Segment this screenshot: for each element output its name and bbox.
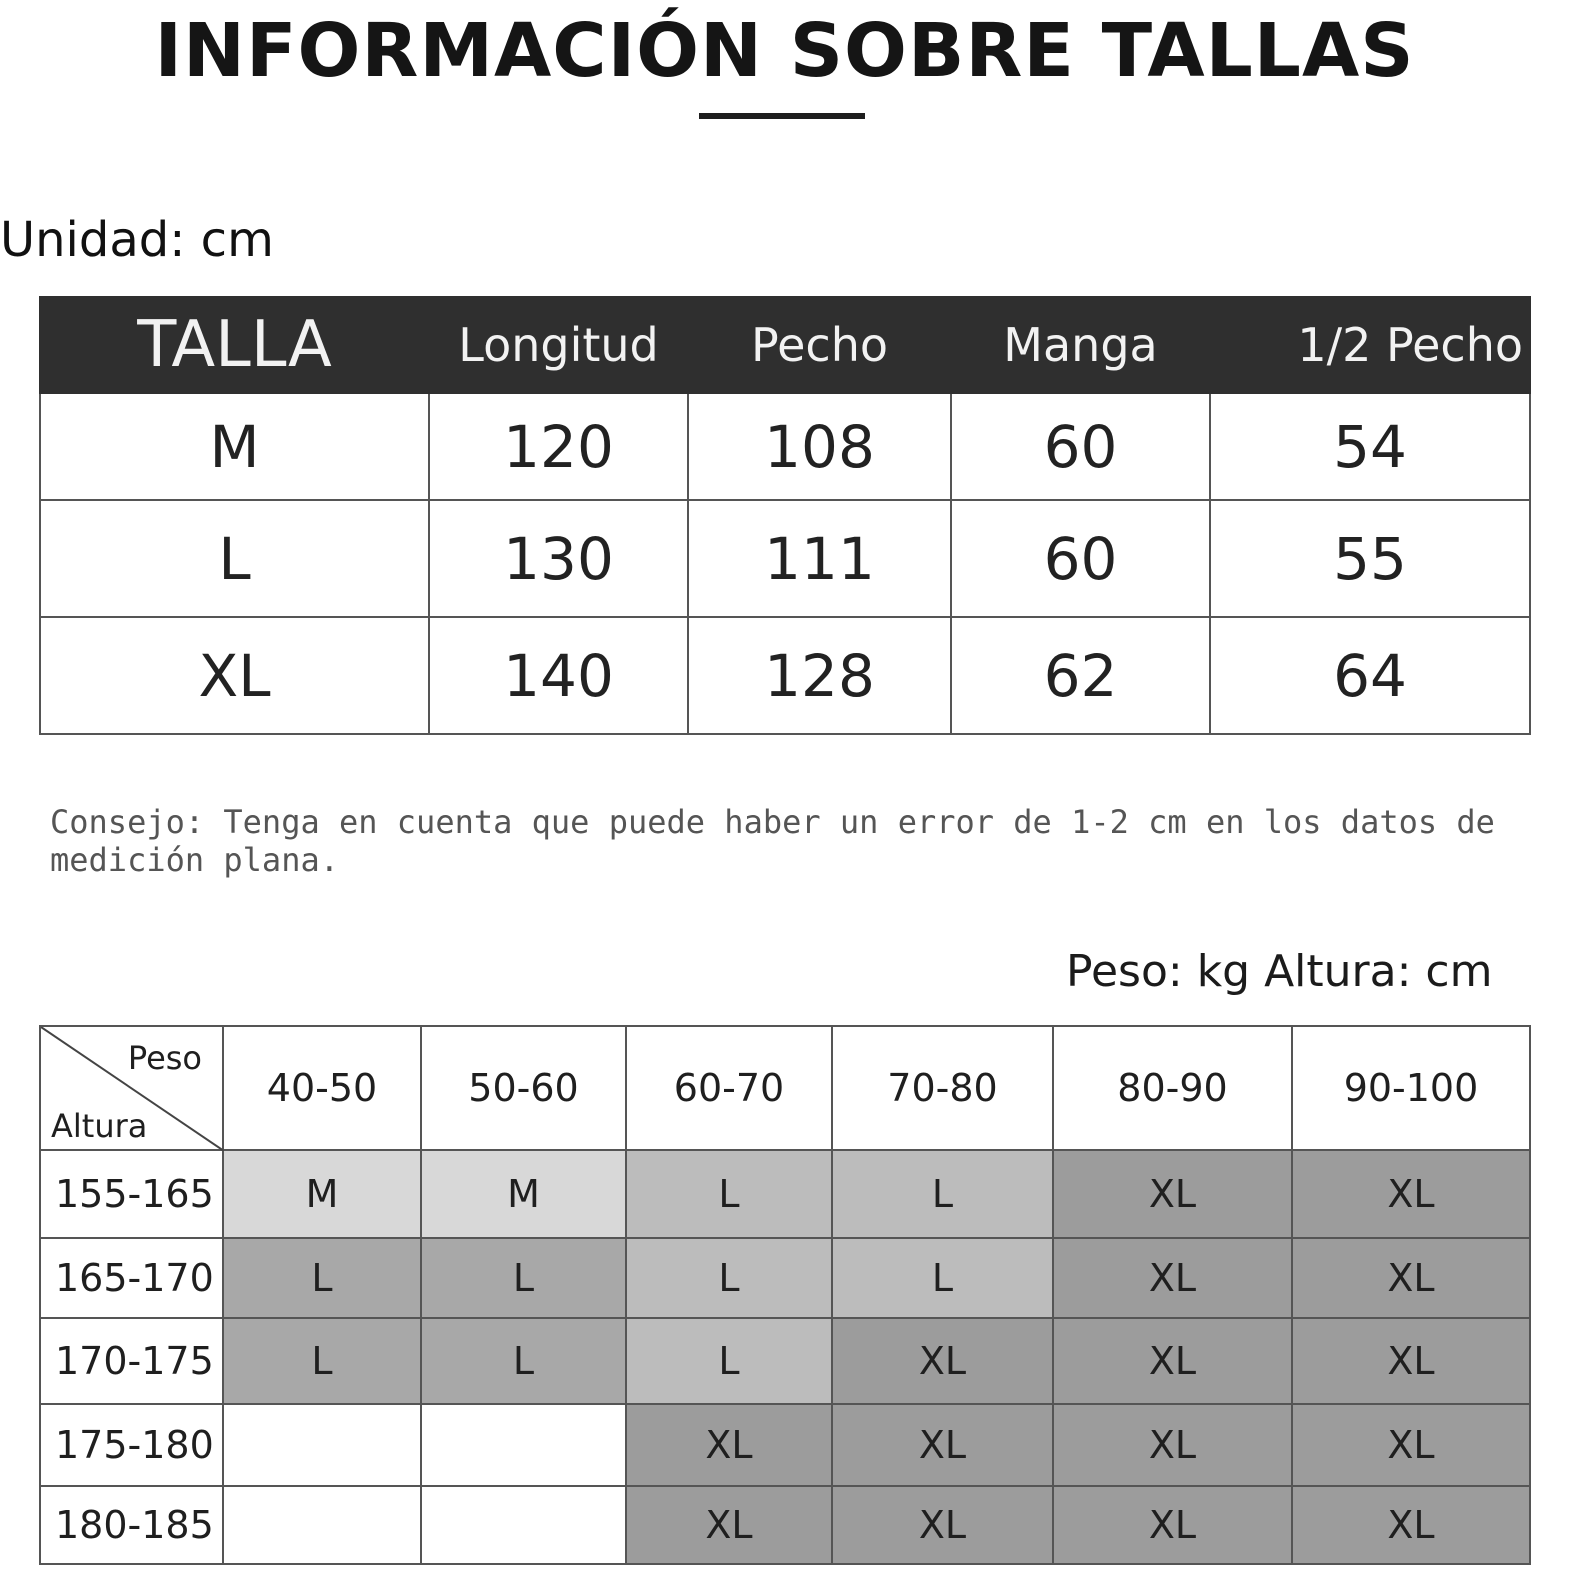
- weight-header: 80-90: [1053, 1026, 1292, 1150]
- corner-altura-label: Altura: [51, 1107, 148, 1145]
- table-row: [40, 1486, 1530, 1564]
- size-cell: [223, 1404, 421, 1486]
- size-cell: XL: [626, 1486, 832, 1564]
- weight-height-units: Peso: kg Altura: cm: [1066, 946, 1493, 997]
- size-cell: XL: [1292, 1150, 1530, 1238]
- size-cell: M: [40, 393, 429, 500]
- manga-cell: 62: [951, 617, 1210, 734]
- longitud-cell: 140: [429, 617, 688, 734]
- unit-label: Unidad: cm: [0, 212, 274, 268]
- title-underline: [699, 113, 865, 119]
- size-cell: XL: [1053, 1486, 1292, 1564]
- table-row: [40, 617, 1530, 734]
- height-header: 165-170: [40, 1238, 223, 1318]
- half-pecho-cell: 64: [1210, 617, 1530, 734]
- size-cell: XL: [1292, 1238, 1530, 1318]
- size-cell: L: [40, 500, 429, 617]
- size-cell: M: [223, 1150, 421, 1238]
- size-cell: XL: [1292, 1404, 1530, 1486]
- measurement-tip: Consejo: Tenga en cuenta que puede haber un error de 1-2 cm en los datos de medición plana.: [50, 803, 1495, 879]
- size-cell: L: [421, 1318, 626, 1404]
- size-cell: XL: [1053, 1404, 1292, 1486]
- size-cell: L: [626, 1318, 832, 1404]
- weight-header: 60-70: [626, 1026, 832, 1150]
- height-header: 170-175: [40, 1318, 223, 1404]
- size-cell: L: [223, 1238, 421, 1318]
- corner-peso-label: Peso: [127, 1039, 202, 1077]
- size-cell: XL: [1053, 1150, 1292, 1238]
- size-cell: L: [626, 1150, 832, 1238]
- size-cell: L: [421, 1238, 626, 1318]
- longitud-cell: 120: [429, 393, 688, 500]
- size-cell: XL: [1053, 1238, 1292, 1318]
- size-cell: L: [832, 1238, 1053, 1318]
- size-table-header-row: [40, 297, 1530, 393]
- weight-header-row: [40, 1026, 1530, 1150]
- half-pecho-cell: 54: [1210, 393, 1530, 500]
- size-cell: XL: [1292, 1318, 1530, 1404]
- size-cell: [223, 1486, 421, 1564]
- size-cell: XL: [626, 1404, 832, 1486]
- page-title: INFORMACIÓN SOBRE TALLAS: [154, 8, 1415, 94]
- table-row: [40, 1238, 1530, 1318]
- weight-header: 40-50: [223, 1026, 421, 1150]
- header-longitud: Longitud: [429, 297, 688, 393]
- size-cell: L: [626, 1238, 832, 1318]
- header-manga: Manga: [951, 297, 1210, 393]
- size-cell: XL: [832, 1486, 1053, 1564]
- size-cell: XL: [40, 617, 429, 734]
- table-row: [40, 1404, 1530, 1486]
- header-half-pecho: 1/2 Pecho: [1210, 297, 1530, 393]
- table-row: [40, 1150, 1530, 1238]
- table-row: [40, 1318, 1530, 1404]
- table-row: [40, 500, 1530, 617]
- size-cell: XL: [832, 1404, 1053, 1486]
- pecho-cell: 111: [688, 500, 951, 617]
- size-cell: L: [223, 1318, 421, 1404]
- size-recommendation-table: [39, 1025, 1531, 1565]
- size-cell: XL: [1053, 1318, 1292, 1404]
- size-cell: [421, 1486, 626, 1564]
- manga-cell: 60: [951, 500, 1210, 617]
- size-cell: M: [421, 1150, 626, 1238]
- pecho-cell: 108: [688, 393, 951, 500]
- weight-header: 50-60: [421, 1026, 626, 1150]
- table-row: [40, 393, 1530, 500]
- size-cell: [421, 1404, 626, 1486]
- height-header: 180-185: [40, 1486, 223, 1564]
- header-pecho: Pecho: [688, 297, 951, 393]
- header-talla: TALLA: [40, 297, 429, 393]
- longitud-cell: 130: [429, 500, 688, 617]
- weight-header: 70-80: [832, 1026, 1053, 1150]
- pecho-cell: 128: [688, 617, 951, 734]
- height-header: 155-165: [40, 1150, 223, 1238]
- size-cell: L: [832, 1150, 1053, 1238]
- weight-header: 90-100: [1292, 1026, 1530, 1150]
- manga-cell: 60: [951, 393, 1210, 500]
- half-pecho-cell: 55: [1210, 500, 1530, 617]
- size-cell: XL: [832, 1318, 1053, 1404]
- height-header: 175-180: [40, 1404, 223, 1486]
- size-cell: XL: [1292, 1486, 1530, 1564]
- size-table: [39, 296, 1531, 735]
- corner-header: [40, 1026, 223, 1150]
